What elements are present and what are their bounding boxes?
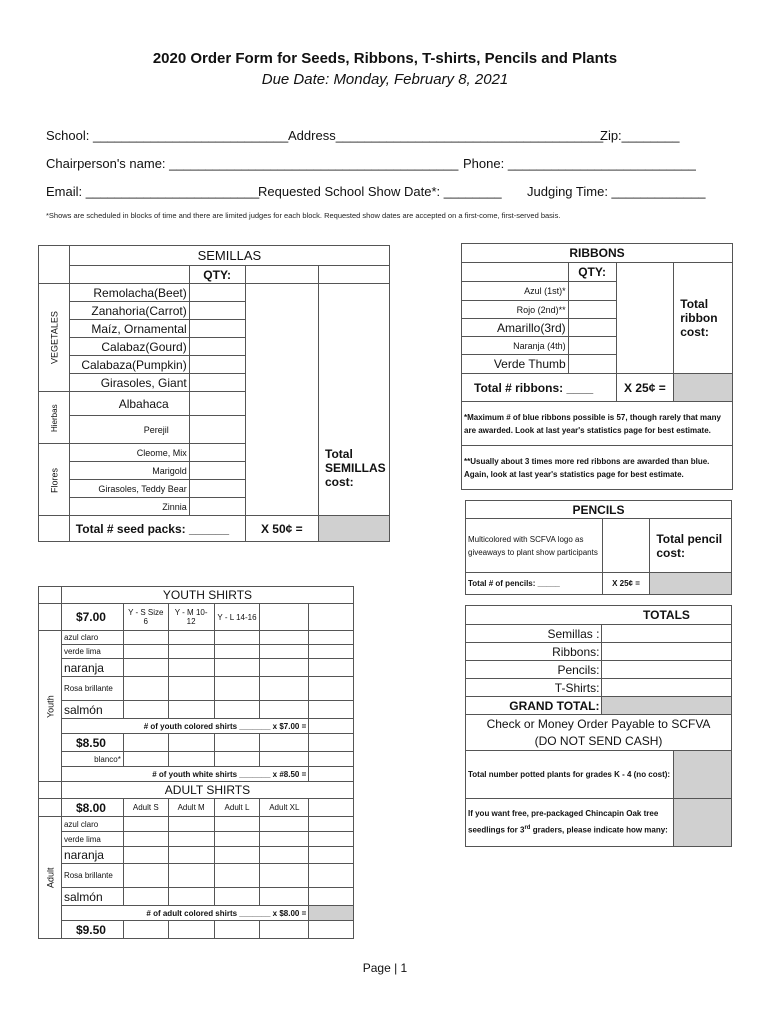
youth-colored-count[interactable]: # of youth colored shirts _______ x $7.00 = xyxy=(61,719,308,734)
shirt-color: naranja xyxy=(61,659,123,677)
shirt-qty-input[interactable] xyxy=(214,864,260,888)
ribbon-qty-input[interactable] xyxy=(568,355,616,374)
shirt-qty-input[interactable] xyxy=(260,888,309,906)
ribbon-note-red: **Usually about 3 times more red ribbons are awarded than blue. Again, look at last year's statistics page for best estimate. xyxy=(462,446,733,490)
shirt-qty-input[interactable] xyxy=(214,659,260,677)
size-header: Y - L 14-16 xyxy=(214,604,260,631)
seed-item: Girasoles, Giant xyxy=(69,374,189,392)
totals-pencils-label: Pencils: xyxy=(466,661,602,679)
group-flores: Flores xyxy=(39,444,70,516)
shirt-color: verde lima xyxy=(61,645,123,659)
no-cash-note: (DO NOT SEND CASH) xyxy=(534,733,663,748)
totals-semillas-label: Semillas : xyxy=(466,625,602,643)
size-header: Y - M 10-12 xyxy=(168,604,214,631)
totals-ribbons-input[interactable] xyxy=(602,643,732,661)
oak-seedlings-label-end: graders, please indicate how many: xyxy=(530,825,668,835)
pencil-description: Multicolored with SCFVA logo as giveaways to plant show participants xyxy=(466,519,603,573)
size-header: Y - S Size 6 xyxy=(123,604,168,631)
ribbon-qty-input[interactable] xyxy=(568,337,616,355)
shirt-qty-input[interactable] xyxy=(214,701,260,719)
seed-qty-input[interactable] xyxy=(189,320,245,338)
shirt-color: azul claro xyxy=(61,817,123,832)
youth-white-count[interactable]: # of youth white shirts _______ x #8.50 = xyxy=(61,767,308,782)
shirt-qty-input[interactable] xyxy=(123,752,168,767)
semillas-qty-header: QTY: xyxy=(189,266,245,284)
email-field[interactable]: Email: ________________________ xyxy=(46,184,260,199)
seed-qty-input[interactable] xyxy=(189,374,245,392)
potted-plants-input[interactable] xyxy=(674,751,732,799)
shirt-qty-input[interactable] xyxy=(123,864,168,888)
totals-pencils-input[interactable] xyxy=(602,661,732,679)
seed-qty-input[interactable] xyxy=(189,356,245,374)
shirt-qty-input[interactable] xyxy=(168,659,214,677)
ribbon-item: Rojo (2nd)** xyxy=(462,301,569,319)
shirts-table xyxy=(38,586,354,939)
chairperson-field[interactable]: Chairperson's name: ________________________________________ xyxy=(46,156,459,171)
shirt-qty-input[interactable] xyxy=(260,864,309,888)
shirt-qty-input[interactable] xyxy=(123,659,168,677)
potted-plants-label: Total number potted plants for grades K - 4 (no cost): xyxy=(466,751,674,799)
shirt-qty-input[interactable] xyxy=(123,631,168,645)
pencil-total-label: Total pencil cost: xyxy=(650,519,732,573)
totals-tshirts-input[interactable] xyxy=(602,679,732,697)
ribbon-item: Naranja (4th) xyxy=(462,337,569,355)
ribbon-qty-input[interactable] xyxy=(568,319,616,337)
ribbons-qty-header: QTY: xyxy=(568,263,616,282)
youth-price: $7.00 xyxy=(61,604,123,631)
seed-subtotal-column xyxy=(245,284,318,516)
ribbon-item: Verde Thumb xyxy=(462,355,569,374)
adult-shirts-title: ADULT SHIRTS xyxy=(61,782,353,799)
shirt-qty-input[interactable] xyxy=(214,817,260,832)
shirt-qty-input[interactable] xyxy=(260,847,309,864)
shirt-color: salmón xyxy=(61,888,123,906)
due-date: Due Date: Monday, February 8, 2021 xyxy=(261,71,509,88)
size-header: Adult L xyxy=(214,799,260,817)
ribbon-item: Amarillo(3rd) xyxy=(462,319,569,337)
totals-title: TOTALS xyxy=(602,606,732,625)
show-date-field[interactable]: Requested School Show Date*: ________ xyxy=(258,184,502,199)
judging-time-field[interactable]: Judging Time: _____________ xyxy=(527,184,706,199)
oak-seedlings-label: If you want free, pre-packaged Chincapin Oak tree seedlings for 3 xyxy=(468,809,659,835)
seed-packs-count[interactable]: Total # seed packs: ______ xyxy=(69,516,245,542)
shirt-color: azul claro xyxy=(61,631,123,645)
seed-item: Maíz, Ornamental xyxy=(69,320,189,338)
form-title: 2020 Order Form for Seeds, Ribbons, T-shirts, Pencils and Plants xyxy=(152,50,618,67)
seed-qty-input[interactable] xyxy=(189,480,245,498)
seed-item: Zanahoria(Carrot) xyxy=(69,302,189,320)
seed-item: Girasoles, Teddy Bear xyxy=(69,480,189,498)
ribbon-qty-input[interactable] xyxy=(568,301,616,319)
shirt-qty-input[interactable] xyxy=(123,817,168,832)
ribbons-table xyxy=(461,243,733,490)
pencil-count[interactable]: Total # of pencils: _____ xyxy=(466,573,603,595)
shirt-qty-input[interactable] xyxy=(168,677,214,701)
totals-tshirts-label: T-Shirts: xyxy=(466,679,602,697)
group-hierbas: Hierbas xyxy=(39,392,70,444)
ribbon-count[interactable]: Total # ribbons: ____ xyxy=(462,374,617,402)
ribbon-subtotal-column xyxy=(616,263,674,374)
ribbon-qty-input[interactable] xyxy=(568,282,616,301)
seed-qty-input[interactable] xyxy=(189,392,245,416)
payable-note: Check or Money Order Payable to SCFVA xyxy=(486,716,711,731)
youth-white-price: $8.50 xyxy=(61,734,123,752)
shirt-qty-input[interactable] xyxy=(168,847,214,864)
pencils-table xyxy=(465,500,732,595)
ribbon-note-blue: *Maximum # of blue ribbons possible is 57, though rarely that many are awarded. Look at last year's statistics page for best estimate. xyxy=(462,402,733,446)
seed-item: Zinnia xyxy=(69,498,189,516)
pencil-price: X 25¢ = xyxy=(602,573,650,595)
pencils-title: PENCILS xyxy=(466,501,732,519)
shirt-qty-input[interactable] xyxy=(123,677,168,701)
totals-semillas-input[interactable] xyxy=(602,625,732,643)
size-header: Adult M xyxy=(168,799,214,817)
semillas-cost-input[interactable] xyxy=(319,516,390,542)
shirt-qty-input[interactable] xyxy=(168,631,214,645)
adult-colored-cost-input[interactable] xyxy=(309,906,354,921)
zip-field[interactable]: Zip:________ xyxy=(600,128,680,143)
adult-white-price: $9.50 xyxy=(61,921,123,939)
shirt-qty-input[interactable] xyxy=(214,847,260,864)
totals-ribbons-label: Ribbons: xyxy=(466,643,602,661)
shirt-qty-input[interactable] xyxy=(123,832,168,847)
school-field[interactable]: School: ___________________________ xyxy=(46,128,289,143)
shirt-qty-input[interactable] xyxy=(214,645,260,659)
seed-item: Marigold xyxy=(69,462,189,480)
phone-field[interactable]: Phone: __________________________ xyxy=(463,156,696,171)
seed-item: Cleome, Mix xyxy=(69,444,189,462)
shirt-qty-input[interactable] xyxy=(214,832,260,847)
oak-seedlings-input[interactable] xyxy=(674,799,732,847)
ribbon-item: Azul (1st)* xyxy=(462,282,569,301)
group-vegetales: VEGETALES xyxy=(39,284,70,392)
shirt-color: naranja xyxy=(61,847,123,864)
seed-qty-input[interactable] xyxy=(189,462,245,480)
shirt-qty-input[interactable] xyxy=(168,752,214,767)
ordinal-suffix: rd xyxy=(524,825,531,832)
shirt-qty-input[interactable] xyxy=(214,752,260,767)
shirt-qty-input[interactable] xyxy=(123,701,168,719)
seed-qty-input[interactable] xyxy=(189,444,245,462)
shirt-qty-input[interactable] xyxy=(214,677,260,701)
seed-item: Calabaz(Gourd) xyxy=(69,338,189,356)
grand-total-input[interactable] xyxy=(602,697,732,715)
seed-qty-input[interactable] xyxy=(189,338,245,356)
adult-price: $8.00 xyxy=(61,799,123,817)
shirt-qty-input[interactable] xyxy=(168,832,214,847)
youth-shirts-title: YOUTH SHIRTS xyxy=(61,587,353,604)
pencil-qty-input[interactable] xyxy=(602,519,650,573)
shirt-qty-input[interactable] xyxy=(168,888,214,906)
corner-cell xyxy=(39,246,70,284)
ribbon-price: X 25¢ = xyxy=(616,374,674,402)
semillas-title: SEMILLAS xyxy=(69,246,389,266)
totals-table xyxy=(465,605,732,847)
adult-group-label: Adult xyxy=(39,817,62,939)
shirt-qty-input[interactable] xyxy=(168,701,214,719)
seed-item: Perejil xyxy=(69,416,189,444)
semillas-table xyxy=(38,245,390,542)
grand-total-label: GRAND TOTAL: xyxy=(466,697,602,715)
shirt-qty-input[interactable] xyxy=(168,864,214,888)
scheduling-note: *Shows are scheduled in blocks of time and there are limited judges for each block. Requested show dates are accepted on a first-come, first-served basis. xyxy=(46,211,561,220)
seed-price: X 50¢ = xyxy=(245,516,318,542)
shirt-color: salmón xyxy=(61,701,123,719)
ribbon-total-label: Total ribbon cost: xyxy=(674,263,733,374)
shirt-qty-input[interactable] xyxy=(260,832,309,847)
seed-qty-input[interactable] xyxy=(189,284,245,302)
address-field[interactable]: Address_____________________________________ xyxy=(288,128,604,143)
shirt-qty-input[interactable] xyxy=(123,645,168,659)
shirt-qty-input[interactable] xyxy=(123,888,168,906)
seed-qty-input[interactable] xyxy=(189,302,245,320)
seed-item: Calabaza(Pumpkin) xyxy=(69,356,189,374)
shirt-qty-input[interactable] xyxy=(168,645,214,659)
seed-qty-input[interactable] xyxy=(189,498,245,516)
shirt-qty-input[interactable] xyxy=(214,631,260,645)
pencil-cost-input[interactable] xyxy=(650,573,732,595)
shirt-qty-input[interactable] xyxy=(214,888,260,906)
adult-colored-count[interactable]: # of adult colored shirts _______ x $8.00 = xyxy=(61,906,308,921)
youth-group-label: Youth xyxy=(39,631,62,782)
shirt-color: verde lima xyxy=(61,832,123,847)
shirt-color: blanco* xyxy=(61,752,123,767)
seed-item: Remolacha(Beet) xyxy=(69,284,189,302)
size-header: Adult S xyxy=(123,799,168,817)
page-number: Page | 1 xyxy=(362,961,408,975)
ribbons-title: RIBBONS xyxy=(462,244,733,263)
ribbon-cost-input[interactable] xyxy=(674,374,733,402)
seed-item: Albahaca xyxy=(69,392,189,416)
shirt-color: Rosa brillante xyxy=(61,864,123,888)
size-header: Adult XL xyxy=(260,799,309,817)
seed-qty-input[interactable] xyxy=(189,416,245,444)
semillas-total-label: Total SEMILLAS cost: xyxy=(319,284,390,516)
shirt-qty-input[interactable] xyxy=(168,817,214,832)
shirt-qty-input[interactable] xyxy=(260,817,309,832)
shirt-color: Rosa brillante xyxy=(61,677,123,701)
shirt-qty-input[interactable] xyxy=(123,847,168,864)
